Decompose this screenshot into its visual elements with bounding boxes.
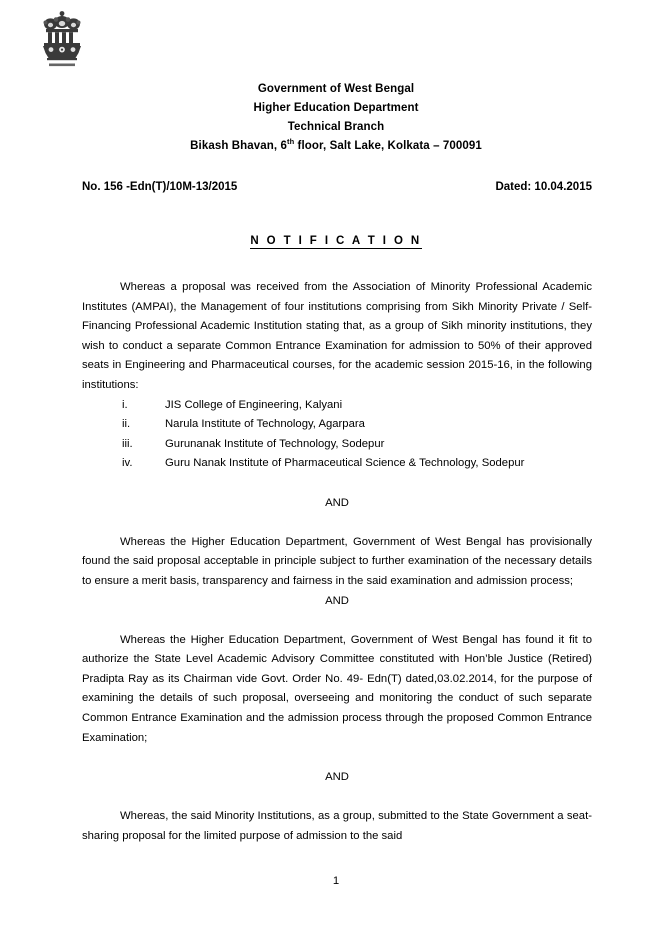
spacer: [82, 787, 592, 807]
address-after: floor, Salt Lake, Kolkata – 700091: [294, 140, 482, 152]
notification-heading-wrap: [0, 231, 672, 249]
list-item: [82, 396, 592, 416]
letterhead-department: Higher Education Department: [253, 102, 419, 114]
letterhead-address: [0, 137, 672, 156]
paragraph-whereas-proposal: Whereas a proposal was received from the Association of Minority Professional Academic Institutes (AMPAI), the Management of four institutions comprising from Sikh Minority Private / Self-Financing Professional Academic Institution stating that, as a group of Sikh minority institutions, they wish to conduct a separate Common Entrance Examination for admission to 50% of their approved seats in Engineering and Pharmaceutical courses, for the academic session 2015-16, in the following institutions:: [82, 281, 592, 391]
emblem-motto: [49, 64, 75, 67]
list-item-label: Narula Institute of Technology, Agarpara: [165, 418, 365, 431]
letterhead-government: Government of West Bengal: [257, 83, 415, 95]
list-item: [82, 415, 592, 435]
memo-number: No. 156 -Edn(T)/10M-13/2015: [82, 181, 238, 193]
separator-and-2: AND: [325, 594, 349, 607]
list-item-label: Gurunanak Institute of Technology, Sodepur: [165, 437, 385, 450]
separator-and-1: AND: [325, 496, 349, 509]
list-item: [82, 435, 592, 455]
separator-and-3: AND: [325, 770, 349, 783]
paragraph-whereas-seat-sharing: Whereas, the said Minority Institutions, as a group, submitted to the State Government a seat- sharing proposal for the limited purpose of admission to the said: [82, 810, 592, 842]
memo-date: Dated: 10.04.2015: [495, 181, 592, 193]
list-item-numeral: i.: [122, 398, 128, 411]
letterhead: [0, 80, 672, 156]
letterhead-branch: Technical Branch: [287, 121, 385, 133]
memo-row: [82, 181, 592, 193]
institutions-list: [82, 396, 592, 474]
spacer: [82, 748, 592, 768]
list-item: [82, 454, 592, 474]
list-item-numeral: iii.: [122, 437, 133, 450]
document-body: [82, 278, 592, 846]
paragraph-whereas-authorize-committee: Whereas the Higher Education Department, Government of West Bengal has found it fit to authorize the State Level Academic Advisory Committee constituted with Hon’ble Justice (Retired) Pradipta Ray as its Chairman vide Govt. Order No. 49- Edn(T) dated,03.02.2014, for the purpose of examining the details of such proposal, overseeing and monitoring the conduct of such separate Common Entrance Examination and the admission process through the proposed Common Entrance Examination;: [82, 633, 592, 744]
india-national-emblem-icon: [36, 8, 88, 70]
address-before: Bikash Bhavan, 6: [190, 140, 287, 152]
list-item-numeral: iv.: [122, 457, 133, 470]
paragraph-whereas-provisionally-found: Whereas the Higher Education Department, Government of West Bengal has provisionally found the said proposal acceptable in principle subject to further examination of the necessary details to ensure a merit basis, transparency and fairness in the said examination and admission process;: [82, 535, 592, 587]
address-ordinal-suffix: th: [286, 137, 295, 147]
spacer: [82, 474, 592, 494]
page-title: N O T I F I C A T I O N: [250, 235, 422, 247]
page-number: 1: [332, 875, 340, 887]
list-item-numeral: ii.: [122, 418, 131, 431]
list-item-label: Guru Nanak Institute of Pharmaceutical Science & Technology, Sodepur: [165, 457, 525, 470]
spacer: [82, 611, 592, 631]
spacer: [82, 513, 592, 533]
list-item-label: JIS College of Engineering, Kalyani: [165, 398, 343, 411]
